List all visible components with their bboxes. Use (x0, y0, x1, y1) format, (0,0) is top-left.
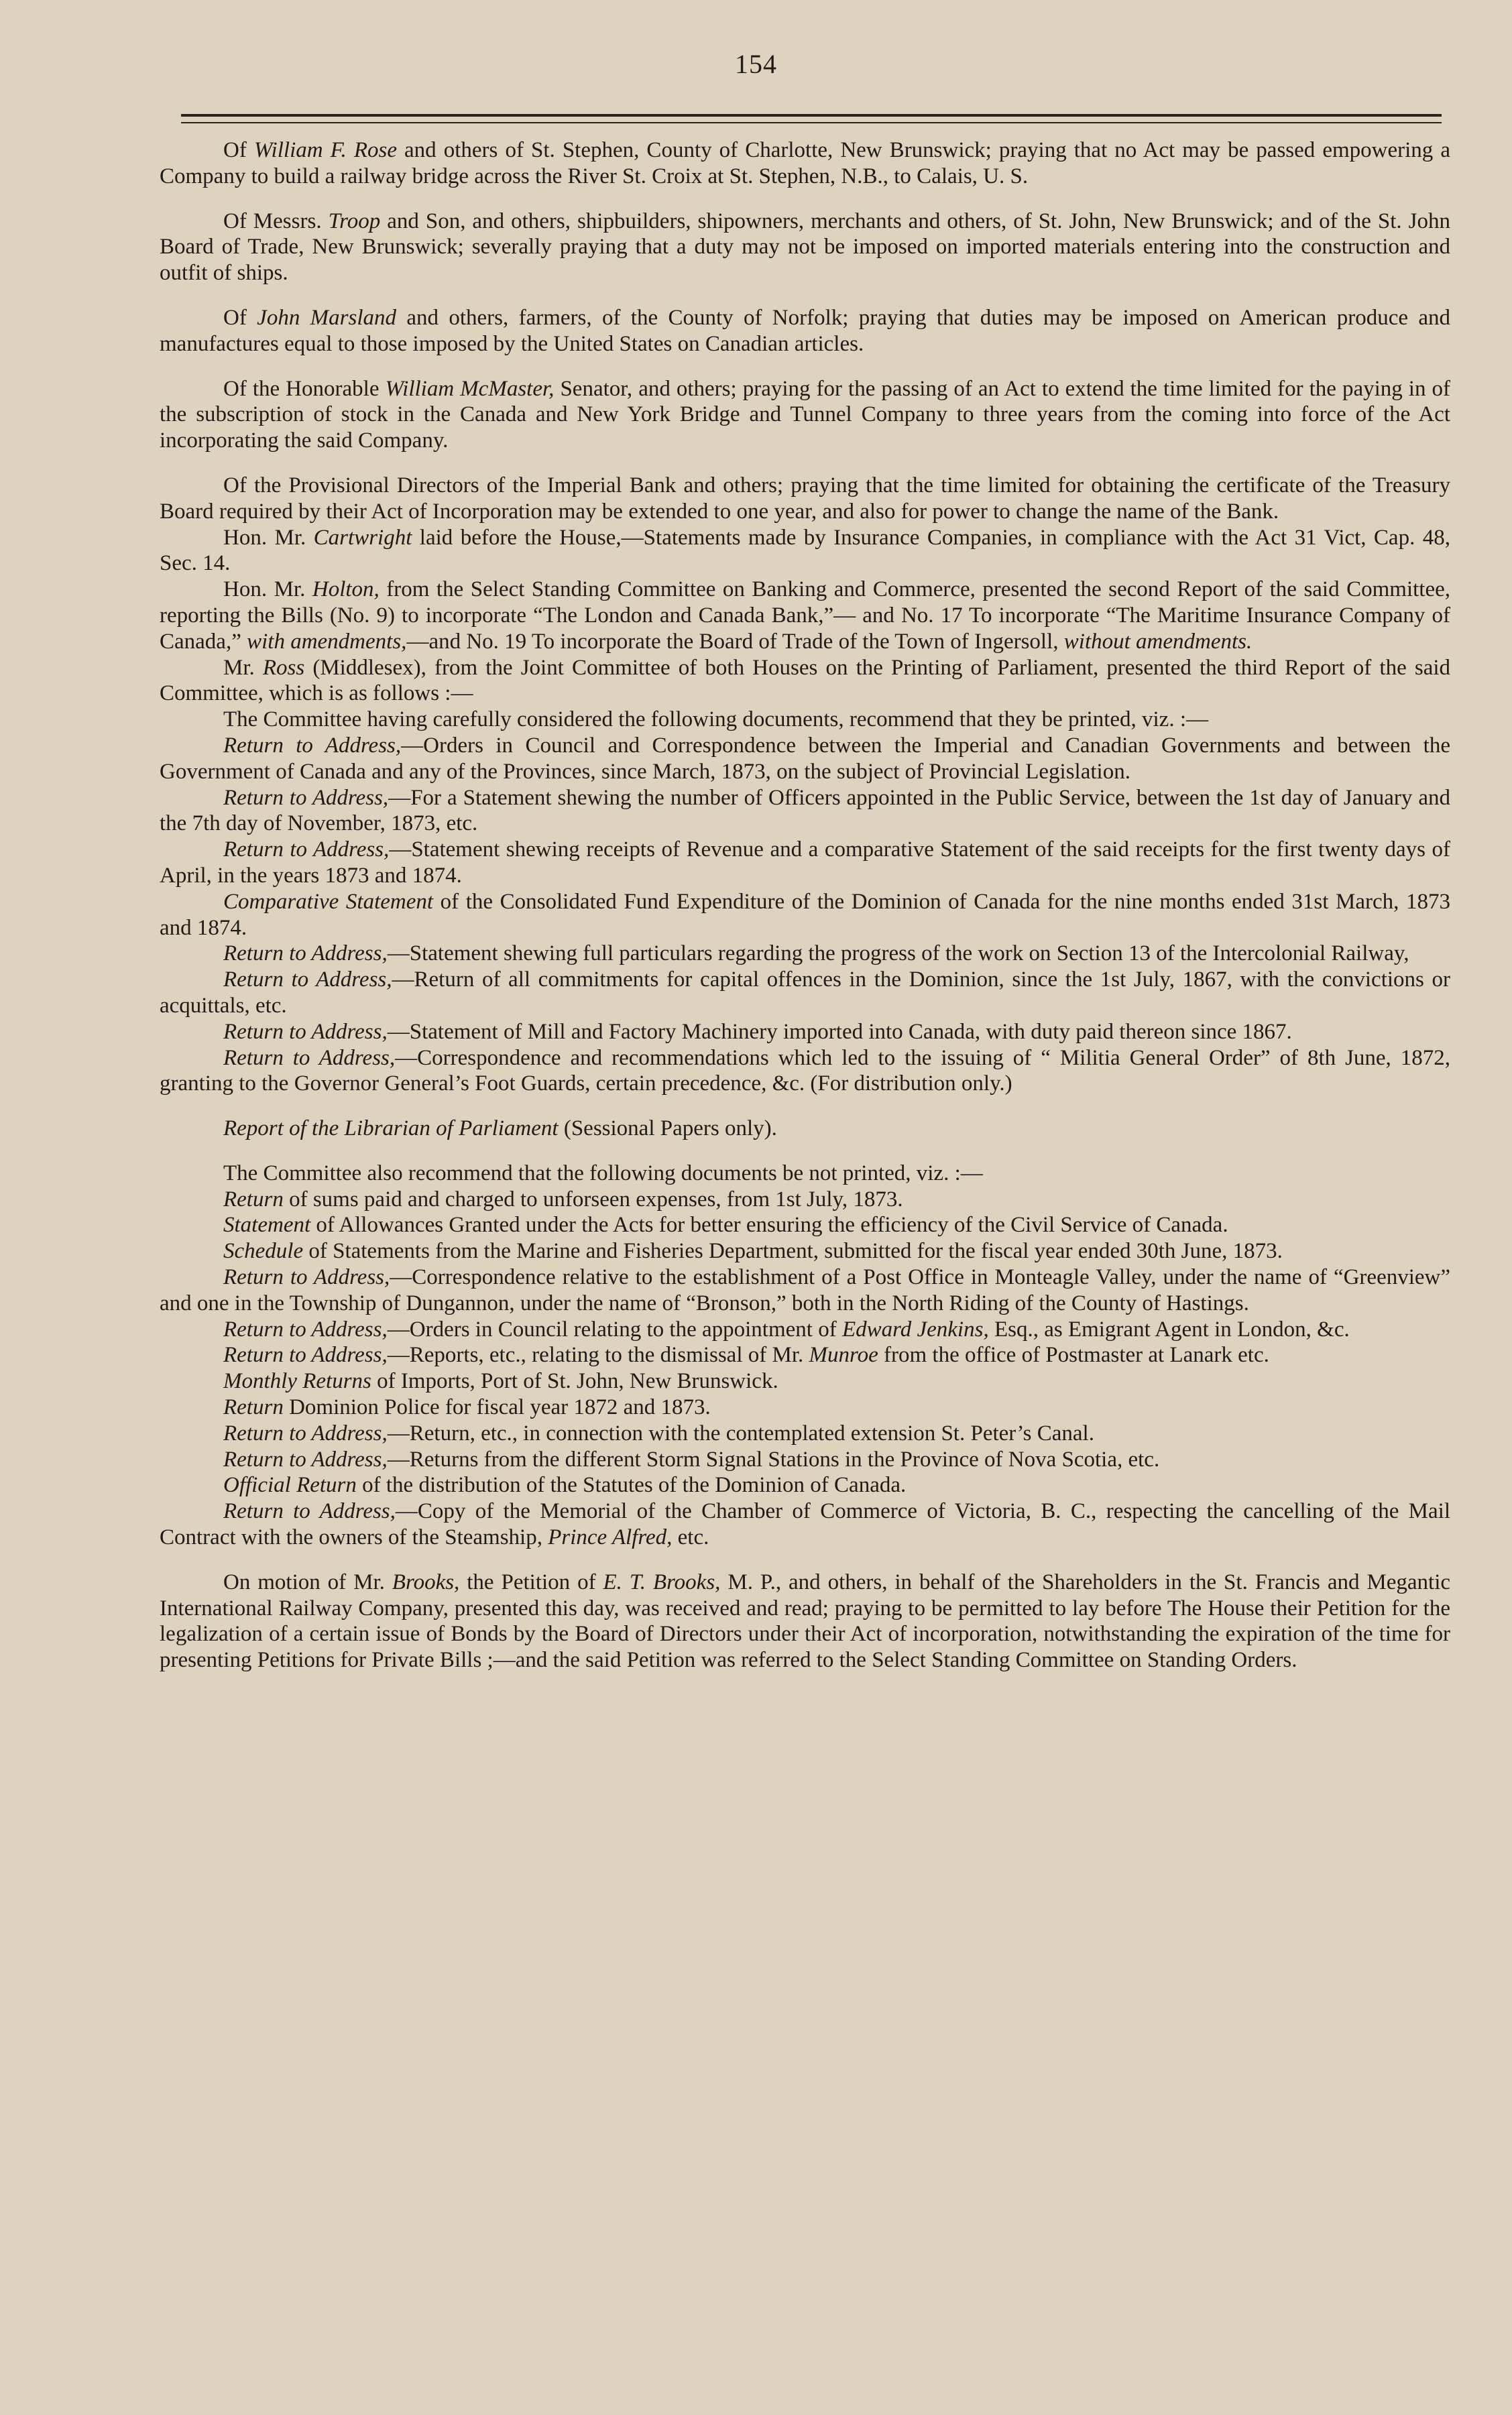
paragraph (160, 1238, 1450, 1264)
text-run: etc. (672, 1525, 709, 1550)
text-run: from the office of Postmaster at Lanark etc. (878, 1343, 1269, 1368)
paragraph (160, 473, 1450, 525)
paragraph (160, 1187, 1450, 1213)
text-run: —and No. 19 To incorporate the Board of Trade of the Town of Ingersoll, (406, 629, 1064, 654)
italic-text: William McMaster, (385, 376, 555, 401)
paragraph (160, 376, 1450, 454)
text-run: Of the Provisional Directors of the Imperial Bank and others; praying that the time limited for obtaining the certificate of the Treasury Board required by their Act of Incorporation may be extended to one year, and also for power to change the name of the Bank. (160, 473, 1450, 524)
text-run: The Committee also recommend that the following documents be not printed, viz. :— (223, 1161, 983, 1185)
paragraph (160, 1447, 1450, 1473)
italic-text: E. T. Brooks, (603, 1570, 721, 1594)
text-run: and others of St. Stephen, County of Charlotte, New Brunswick; praying that no Act may be passed empowering a Company to build a railway bridge across the River St. Croix at St. Stephen, N.B., to Calais, U. S. (160, 138, 1450, 188)
text-run: —Statement of Mill and Factory Machinery imported into Canada, with duty paid thereon since 1867. (387, 1019, 1292, 1044)
text-run: Of Messrs. (223, 209, 329, 233)
paragraph (160, 1317, 1450, 1343)
text-run: of the Consolidated Fund Expenditure of the Dominion of Canada for the nine months ended 31st March, 1873 and 1874. (160, 889, 1450, 940)
text-run: Esq., as Emigrant Agent in London, &c. (988, 1317, 1350, 1342)
header-rule (181, 114, 1442, 123)
paragraph (160, 967, 1450, 1019)
italic-text: without amendments. (1063, 629, 1253, 654)
page-number: 154 (735, 49, 777, 79)
text-run: —Copy of the Memorial of the Chamber of Commerce of Victoria, B. C., respecting the cancelling of the Mail Contract with the owners of the Steamship, (160, 1499, 1450, 1550)
text-run: —For a Statement shewing the number of Officers appointed in the Public Service, between the 1st day of January and the 7th day of November, 1873, etc. (160, 785, 1450, 836)
paragraph (160, 1498, 1450, 1551)
italic-text: Edward Jenkins, (841, 1317, 989, 1342)
text-run: Mr. (223, 655, 263, 680)
text-run: Hon. Mr. (223, 525, 314, 550)
paragraph (160, 655, 1450, 707)
journal-body (160, 137, 1450, 1673)
paragraph (160, 1019, 1450, 1045)
paragraph (160, 1570, 1450, 1673)
header-rule-thin (181, 122, 1442, 123)
paragraph (160, 137, 1450, 190)
italic-text: Return to Address, (223, 1447, 388, 1472)
text-run: Of (223, 138, 254, 162)
text-run: of the distribution of the Statutes of the Dominion of Canada. (356, 1473, 907, 1498)
italic-text: William F. Rose (253, 138, 397, 162)
paragraph (160, 305, 1450, 357)
paragraph (160, 733, 1450, 785)
text-run: laid before the House,—Statements made by Insurance Companies, in compliance with the Act 31 Vict, Cap. 48, Sec. 14. (160, 525, 1450, 576)
text-run: from the Select Standing Committee on Banking and Commerce, presented the second Report of the said Committee, reporting the Bills (No. 9) to incorporate “The London and Canada Bank,”— and No. 17 To incorporate “The Maritime Insurance Company of Canada,” (160, 577, 1450, 654)
text-run: —Statement shewing full particulars regarding the progress of the work on Section 13 of the Intercolonial Railway, (387, 941, 1409, 966)
italic-text: Holton, (312, 577, 380, 602)
text-run: M. P., and others, in behalf of the Shareholders in the St. Francis and Megantic International Railway Company, presented this day, was received and read; praying to be permitted to lay before The House their Petition for the legalization of a certain issue of Bonds by the Board of Directors under their Act of incorporation, notwithstanding the expiration of the time for presenting Petitions for Private Bills ;—and the said Petition was referred to the Select Standing Committee on Standing Orders. (160, 1570, 1451, 1673)
italic-text: Return to Address, (223, 1499, 396, 1524)
paragraph (160, 1045, 1450, 1098)
paragraph (160, 837, 1450, 889)
text-run: —Orders in Council and Correspondence between the Imperial and Canadian Governments and between the Government of Canada and any of the Provinces, since March, 1873, on the subject of Provincial Legislation. (160, 733, 1450, 784)
text-run: the Petition of (459, 1570, 603, 1594)
paragraph (160, 1212, 1450, 1238)
italic-text: Return to Address, (223, 733, 402, 758)
text-run: of Statements from the Marine and Fisheries Department, submitted for the fiscal year ended 30th June, 1873. (303, 1239, 1283, 1264)
italic-text: Return to Address, (223, 1019, 388, 1044)
italic-text: Return to Address, (223, 1343, 388, 1368)
paragraph (160, 1161, 1450, 1187)
header-rule-thick (181, 114, 1442, 117)
text-run: —Returns from the different Storm Signal Stations in the Province of Nova Scotia, etc. (387, 1447, 1160, 1472)
text-run: —Orders in Council relating to the appointment of (387, 1317, 842, 1342)
text-run: —Correspondence relative to the establishment of a Post Office in Monteagle Valley, under the name of “Greenview” and one in the Township of Dungannon, under the name of “Bronson,” both in the North Riding of the County of Hastings. (160, 1265, 1451, 1315)
text-run: —Return of all commitments for capital offences in the Dominion, since the 1st July, 1867, with the convictions or acquittals, etc. (160, 967, 1450, 1018)
italic-text: Return to Address, (223, 785, 389, 810)
text-run: Of (223, 305, 257, 330)
italic-text: Prince Alfred, (548, 1525, 673, 1550)
text-run: —Correspondence and recommendations which led to the issuing of “ Militia General Order” of 8th June, 1872, granting to the Governor General’s Foot Guards, certain precedence, &c. (For distribution only.) (160, 1045, 1451, 1096)
text-run: (Sessional Papers only). (558, 1116, 777, 1141)
paragraph (160, 889, 1450, 941)
italic-text: Return to Address, (223, 1317, 388, 1342)
italic-text: Return to Address, (223, 1045, 396, 1070)
paragraph (160, 785, 1450, 837)
italic-text: Comparative Statement (223, 889, 434, 914)
italic-text: Return (223, 1187, 284, 1212)
paragraph (160, 209, 1450, 286)
paragraph (160, 941, 1450, 967)
text-run: and Son, and others, shipbuilders, shipowners, merchants and others, of St. John, New Brunswick; and of the St. John Board of Trade, New Brunswick; severally praying that a duty may not be imposed on imported materials entering into the construction and outfit of ships. (160, 209, 1451, 286)
italic-text: Munroe (809, 1343, 878, 1368)
italic-text: Return to Address, (223, 1421, 388, 1446)
text-run: Hon. Mr. (223, 577, 312, 602)
italic-text: Cartwright (313, 525, 412, 550)
text-run: of Allowances Granted under the Acts for better ensuring the efficiency of the Civil Service of Canada. (310, 1213, 1228, 1238)
italic-text: Return to Address, (223, 837, 390, 862)
text-run: (Middlesex), from the Joint Committee of both Houses on the Printing of Parliament, presented the third Report of the said Committee, which is as follows :— (160, 655, 1451, 706)
text-run: and others, farmers, of the County of Norfolk; praying that duties may be imposed on American produce and manufactures equal to those imposed by the United States on Canadian articles. (160, 305, 1450, 356)
paragraph (160, 1116, 1450, 1142)
italic-text: Return to Address, (223, 941, 388, 966)
text-run: The Committee having carefully considered the following documents, recommend that they be printed, viz. :— (223, 707, 1208, 732)
italic-text: with amendments, (247, 629, 407, 654)
text-run: —Reports, etc., relating to the dismissal of Mr. (387, 1343, 809, 1368)
italic-text: Return (223, 1395, 284, 1420)
text-run: Of the Honorable (223, 376, 386, 401)
paragraph (160, 1395, 1450, 1421)
italic-text: Report of the Librarian of Parliament (223, 1116, 559, 1141)
text-run: —Statement shewing receipts of Revenue and a comparative Statement of the said receipts for the first twenty days of April, in the years 1873 and 1874. (160, 837, 1451, 888)
paragraph (160, 1421, 1450, 1447)
text-run: of Imports, Port of St. John, New Brunswick. (371, 1369, 778, 1394)
paragraph (160, 1342, 1450, 1368)
italic-text: John Marsland (257, 305, 397, 330)
text-run: On motion of Mr. (223, 1570, 392, 1594)
paragraph (160, 1264, 1450, 1317)
italic-text: Schedule (223, 1239, 304, 1264)
italic-text: Ross (262, 655, 305, 680)
text-run: Senator, and others; praying for the passing of an Act to extend the time limited for the paying in of the subscription of stock in the Canada and New York Bridge and Tunnel Company to three years from the coming into force of the Act incorporating the said Company. (160, 376, 1450, 453)
italic-text: Monthly Returns (223, 1369, 371, 1394)
italic-text: Brooks, (392, 1570, 460, 1594)
italic-text: Troop (328, 209, 381, 233)
italic-text: Statement (223, 1213, 311, 1238)
text-run: Dominion Police for fiscal year 1872 and 1873. (283, 1395, 711, 1420)
text-run: of sums paid and charged to unforseen expenses, from 1st July, 1873. (283, 1187, 903, 1212)
paragraph (160, 707, 1450, 733)
text-run: —Return, etc., in connection with the contemplated extension St. Peter’s Canal. (387, 1421, 1094, 1446)
paragraph (160, 525, 1450, 577)
italic-text: Return to Address, (223, 967, 392, 992)
paragraph (160, 577, 1450, 654)
paragraph (160, 1368, 1450, 1395)
paragraph (160, 1472, 1450, 1498)
italic-text: Official Return (223, 1473, 357, 1498)
italic-text: Return to Address, (223, 1265, 390, 1290)
